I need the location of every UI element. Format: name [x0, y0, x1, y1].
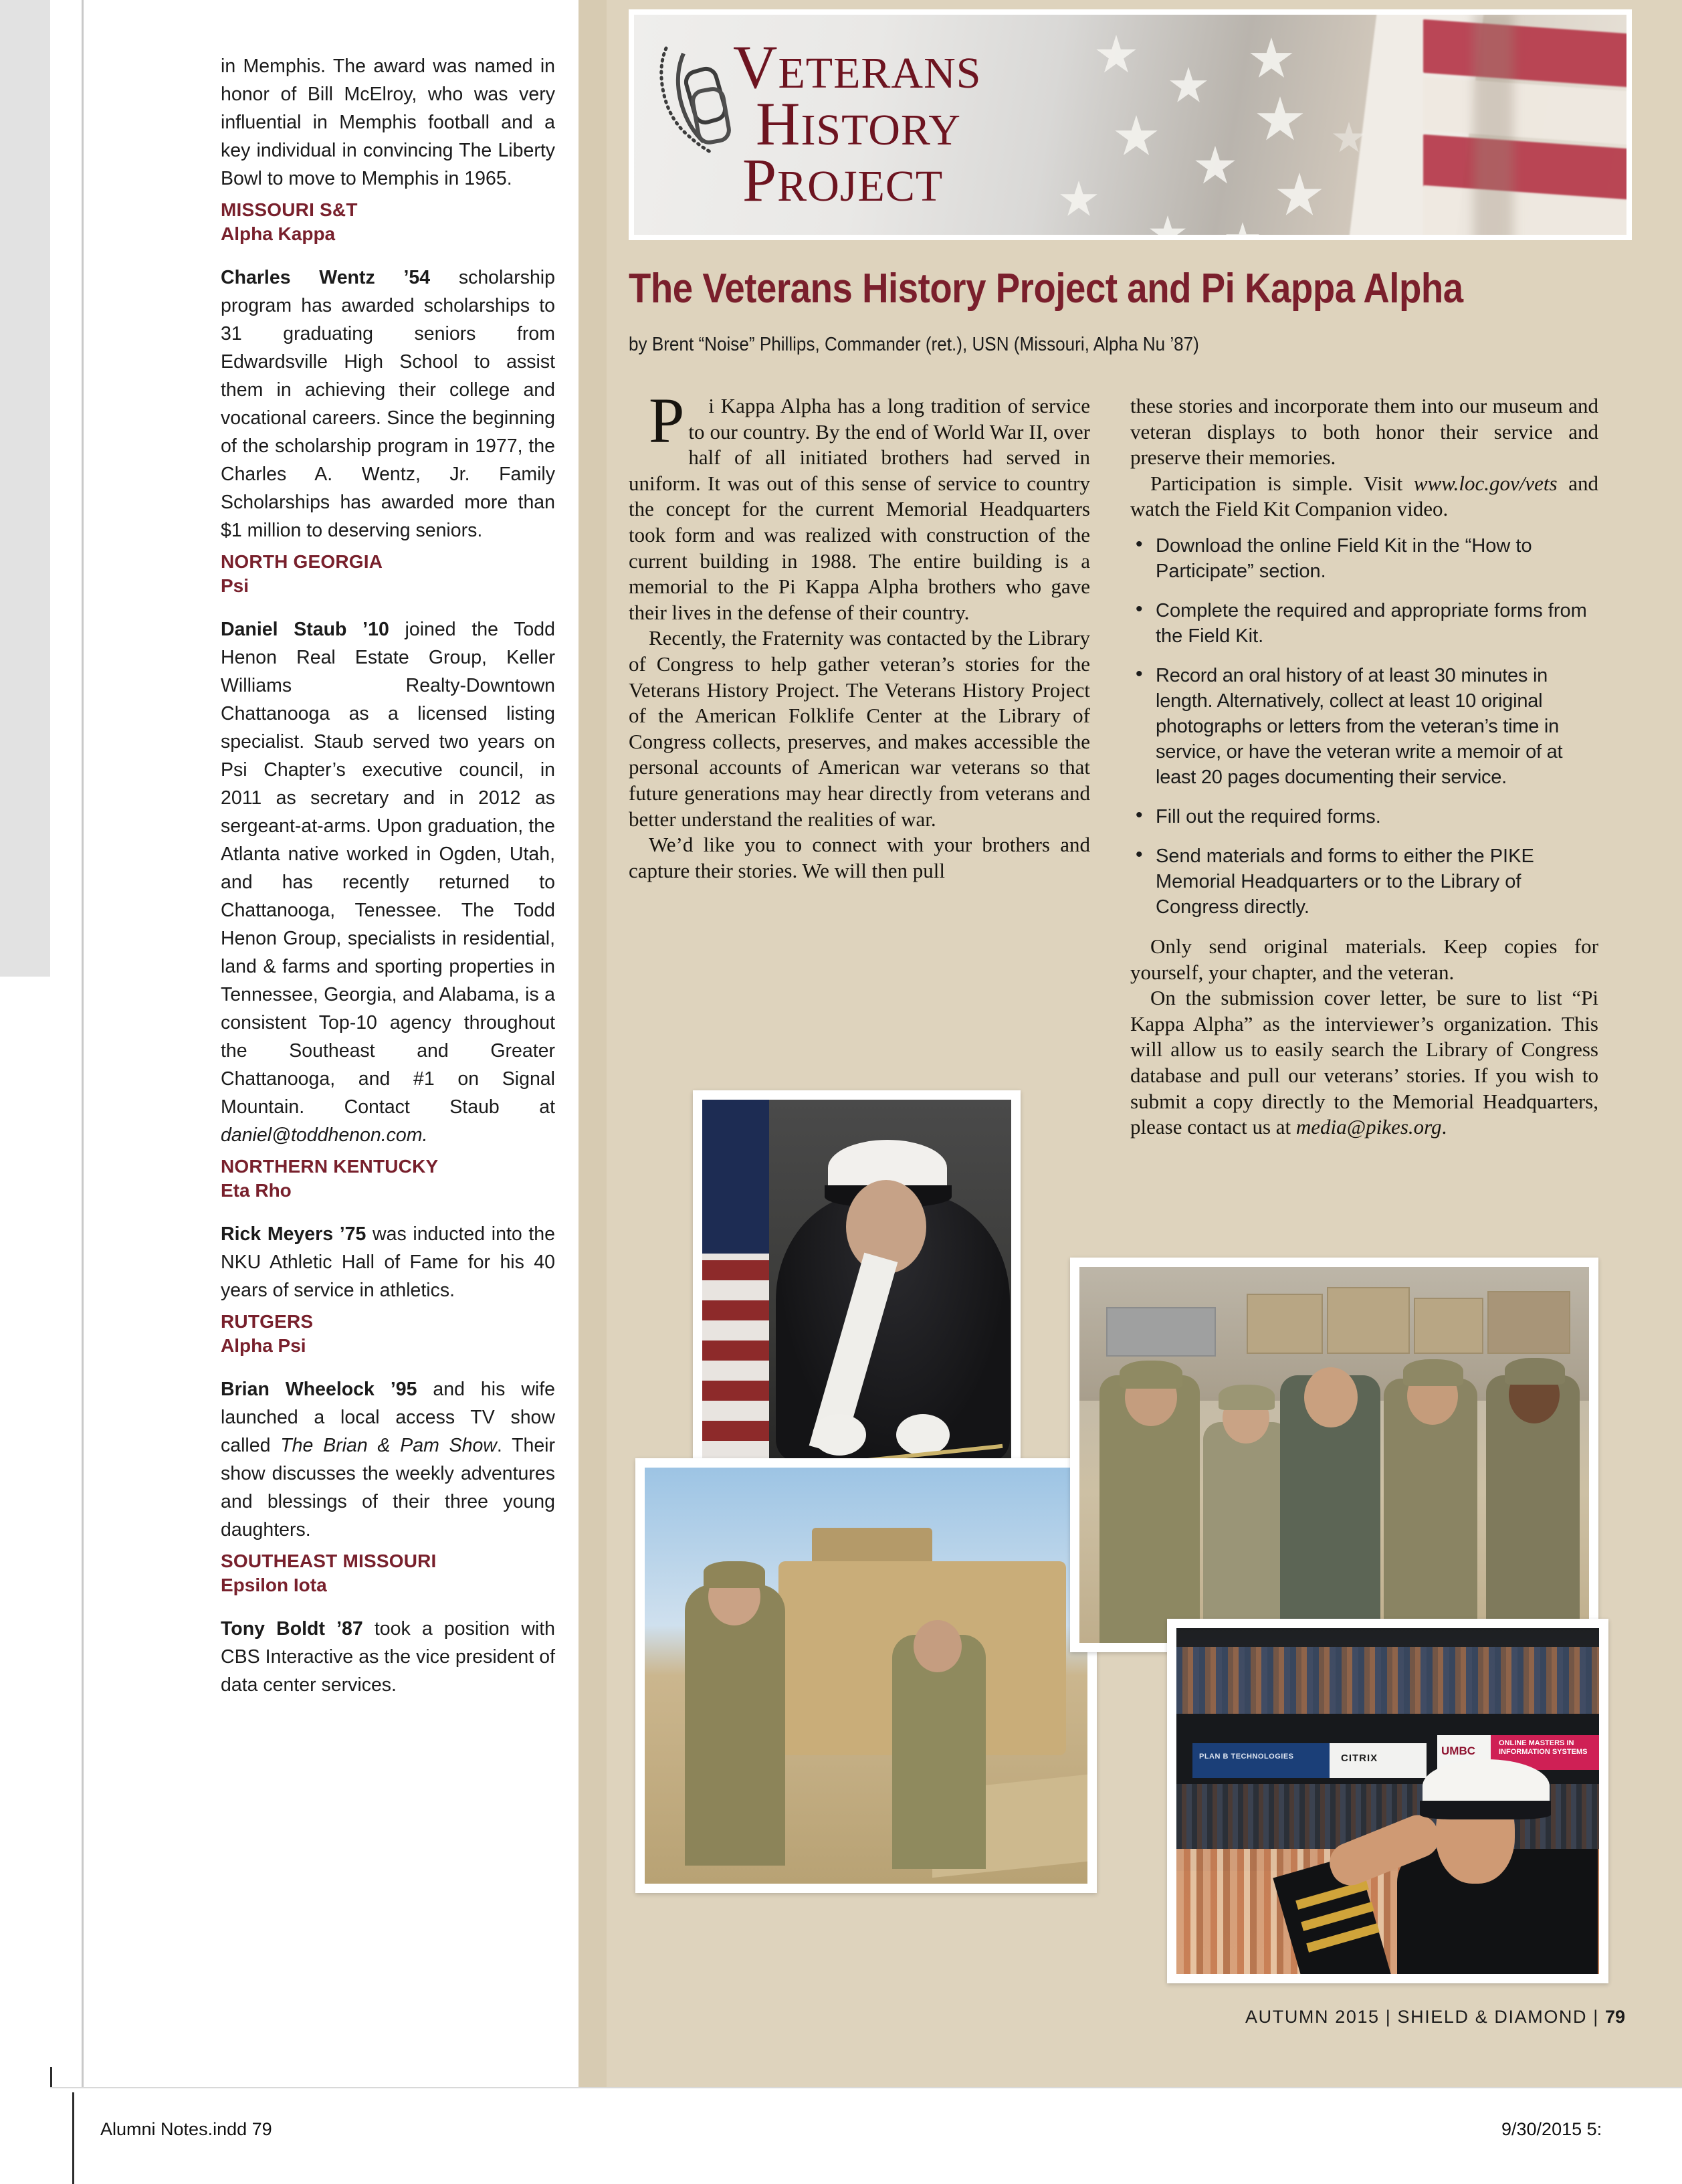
spine-rule	[82, 0, 84, 2087]
stadium-sign-plan-b-text: PLAN B TECHNOLOGIES	[1199, 1753, 1294, 1761]
article-paragraph-1	[629, 385, 1090, 625]
footer-issue-label: AUTUMN 2015 | SHIELD & DIAMOND |	[1245, 2007, 1599, 2027]
chapter-greek-alpha-psi: Alpha Psi	[221, 1335, 306, 1356]
article-paragraph-5	[1130, 471, 1598, 522]
alumnus-body: took a position with CBS Interactive as the vice president of data center services.	[221, 1618, 555, 1696]
drop-cap: P	[649, 385, 685, 456]
alumnus-body-2: . Their show discusses the weekly adventures and blessings of their three young daughters.	[221, 1435, 555, 1541]
chapter-greek-alpha-kappa: Alpha Kappa	[221, 223, 336, 244]
alumni-entry-brian-wheelock	[221, 1375, 555, 1544]
vets-url-link[interactable]: www.loc.gov/vets	[1413, 471, 1558, 495]
photo-image	[702, 1100, 1011, 1496]
photo-saluting-navy-officer	[1167, 1619, 1608, 1983]
chapter-school-north-georgia: NORTH GEORGIA	[221, 551, 383, 572]
stadium-sign-umbc-tagline-text: ONLINE MASTERS IN INFORMATION SYSTEMS	[1499, 1739, 1588, 1756]
chapter-greek-epsilon-iota: Epsilon Iota	[221, 1575, 327, 1595]
photo-naval-officer-portrait	[693, 1090, 1021, 1505]
alumnus-body: and his wife launched a local access TV show called	[221, 1379, 555, 1456]
chapter-school-northern-kentucky: NORTHERN KENTUCKY	[221, 1156, 439, 1177]
banner-v-cap: V	[733, 33, 778, 101]
alumnus-name: Daniel Staub ’10	[221, 619, 389, 640]
article-panel-gutter	[579, 0, 607, 2087]
chapter-greek-psi: Psi	[221, 575, 249, 596]
banner-h-rest: ISTORY	[801, 105, 961, 155]
alumnus-email[interactable]: daniel@toddhenon.com.	[221, 1124, 428, 1146]
list-item: • Record an oral history of at least 30 minutes in length. Alternatively, collect at least 10 original photographs or letters from the veteran’s time in service, or have the veteran write a memoir of at least 20 pages documenting their service.	[1130, 663, 1598, 790]
photo-soldiers-with-vehicle	[635, 1458, 1097, 1893]
stadium-sign-plan-b	[1192, 1743, 1330, 1778]
list-item: • Fill out the required forms.	[1130, 804, 1598, 829]
list-item: • Complete the required and appropriate forms from the Field Kit.	[1130, 598, 1598, 649]
article-column-right	[1130, 393, 1598, 1140]
indd-filename: Alumni Notes.indd 79	[100, 2119, 272, 2139]
print-marks-bar	[0, 2087, 1682, 2184]
list-item: • Send materials and forms to either the PIKE Memorial Headquarters or to the Library of Congress directly.	[1130, 843, 1598, 920]
chapter-greek-eta-rho: Eta Rho	[221, 1180, 292, 1201]
alumni-entry-tony-boldt	[221, 1615, 555, 1699]
alumnus-name: Rick Meyers ’75	[221, 1223, 366, 1245]
article-paragraph-2: Recently, the Fraternity was contacted by the Library of Congress to help gather veteran’s stories for the Veterans History Project. The Veterans History Project of the American Folklife Center at the Library of Congress collects, preserves, and makes accessible the personal accounts of American war veterans so that future generations may hear directly from veterans and better understand the realities of war.	[629, 626, 1090, 831]
photo-image	[1176, 1628, 1599, 1974]
article-column-left	[629, 385, 1090, 884]
article-paragraph-7	[1130, 985, 1598, 1140]
alumnus-name: Tony Boldt ’87	[221, 1618, 363, 1640]
photo-military-briefing-group	[1070, 1258, 1598, 1652]
media-email-link[interactable]: media@pikes.org	[1295, 1115, 1442, 1139]
list-item: • Download the online Field Kit in the “How to Participate” section.	[1130, 533, 1598, 584]
print-timestamp: 9/30/2015 5:	[1501, 2119, 1602, 2139]
alumnus-body: joined the Todd Henon Real Estate Group, Keller Williams Realty-Downtown Chattanooga as a licensed listing specialist. Staub served two years on Psi Chapter’s executive council, in 2011 as secretary and in 2012 as sergeant-at-arms. Upon graduation, the Atlanta native worked in Ogden, Utah, and has recently returned to Chattanooga, Tenessee. The Todd Henon Group, specialists in residential, land & farms and sporting properties in Tennessee, Georgia, and Alabama, is a consistent Top-10 agency throughout the Southeast and Greater Chattanooga, and #1 on Signal Mountain. Contact Staub at	[221, 619, 555, 1118]
banner-p-cap: P	[742, 146, 778, 215]
banner-p-rest: ROJECT	[777, 162, 944, 211]
dog-tags-icon	[654, 40, 741, 174]
article-paragraph-1-text: i Kappa Alpha has a long tradition of service to our country. By the end of World War II, over half of all initiated brothers had served in uniform. It was out of this sense of service to country the concept for the current Memorial Headquarters took form and was realized with construction of the current building in 1988. The entire building is a memorial to the Pi Kappa Alpha brothers who gave their lives in the defense of their country.	[629, 394, 1090, 624]
photo-image	[1079, 1267, 1589, 1643]
tv-show-title: The Brian & Pam Show	[280, 1435, 497, 1456]
article-title: The Veterans History Project and Pi Kappa Alpha	[629, 266, 1463, 312]
alumnus-name: Charles Wentz ’54	[221, 267, 431, 288]
alumni-intro-paragraph: in Memphis. The award was named in honor of Bill McElroy, who was very influential in Memphis football and a key individual in convincing The Liberty Bowl to move to Memphis in 1965.	[221, 56, 555, 189]
banner-v-rest: ETERANS	[778, 49, 982, 98]
article-paragraph-4: these stories and incorporate them into our museum and veteran displays to both honor their service and preserve their memories.	[1130, 394, 1598, 470]
banner-wordmark	[733, 33, 982, 215]
chapter-school-rutgers: RUTGERS	[221, 1311, 314, 1332]
stadium-sign-umbc-text: UMBC	[1441, 1745, 1475, 1757]
photo-image	[645, 1468, 1087, 1884]
page-edge-shadow	[0, 0, 50, 977]
banner-h-cap: H	[756, 89, 801, 158]
alumni-entry-rick-meyers	[221, 1220, 555, 1304]
stadium-sign-citrix-text: CITRIX	[1341, 1753, 1378, 1764]
page-footer	[629, 2007, 1625, 2027]
article-byline: by Brent “Noise” Phillips, Commander (ret.), USN (Missouri, Alpha Nu ’87)	[629, 334, 1199, 355]
alumni-notes-column	[221, 52, 555, 1699]
chapter-school-missouri-st: MISSOURI S&T	[221, 199, 358, 220]
alumnus-body: scholarship program has awarded scholarships to 31 graduating seniors from Edwardsville High School to assist them in achieving their college and vocational careers. Since the beginning of the scholarship program in 1977, the Charles A. Wentz, Jr. Family Scholarships has awarded more than $1 million to deserving seniors.	[221, 267, 555, 541]
alumni-entry-charles-wentz	[221, 264, 555, 544]
article-paragraph-3: We’d like you to connect with your brothers and capture their stories. We will then pull	[629, 833, 1090, 882]
veterans-history-project-banner	[629, 9, 1632, 240]
chapter-school-southeast-missouri: SOUTHEAST MISSOURI	[221, 1551, 437, 1571]
participation-lead: Participation is simple. Visit	[1150, 471, 1414, 495]
cover-letter-text: On the submission cover letter, be sure to list “Pi Kappa Alpha” as the interviewer’s organization. This will allow us to easily search the Library of Congress database and pull our veterans’ stories. If you wish to submit a copy directly to the Memorial Headquarters, please contact us at	[1130, 986, 1598, 1139]
participation-tail: and watch the Field Kit Companion video.	[1130, 471, 1598, 521]
page-number: 79	[1604, 2007, 1625, 2027]
alumnus-name: Brian Wheelock ’95	[221, 1379, 417, 1400]
alumni-entry-daniel-staub	[221, 615, 555, 1149]
alumnus-body: was inducted into the NKU Athletic Hall of Fame for his 40 years of service in athletics.	[221, 1223, 555, 1301]
cover-letter-period: .	[1441, 1115, 1447, 1139]
article-paragraph-6: Only send original materials. Keep copies for yourself, your chapter, and the veteran.	[1130, 934, 1598, 984]
banner-image	[634, 15, 1626, 235]
participation-steps-list	[1130, 533, 1598, 920]
